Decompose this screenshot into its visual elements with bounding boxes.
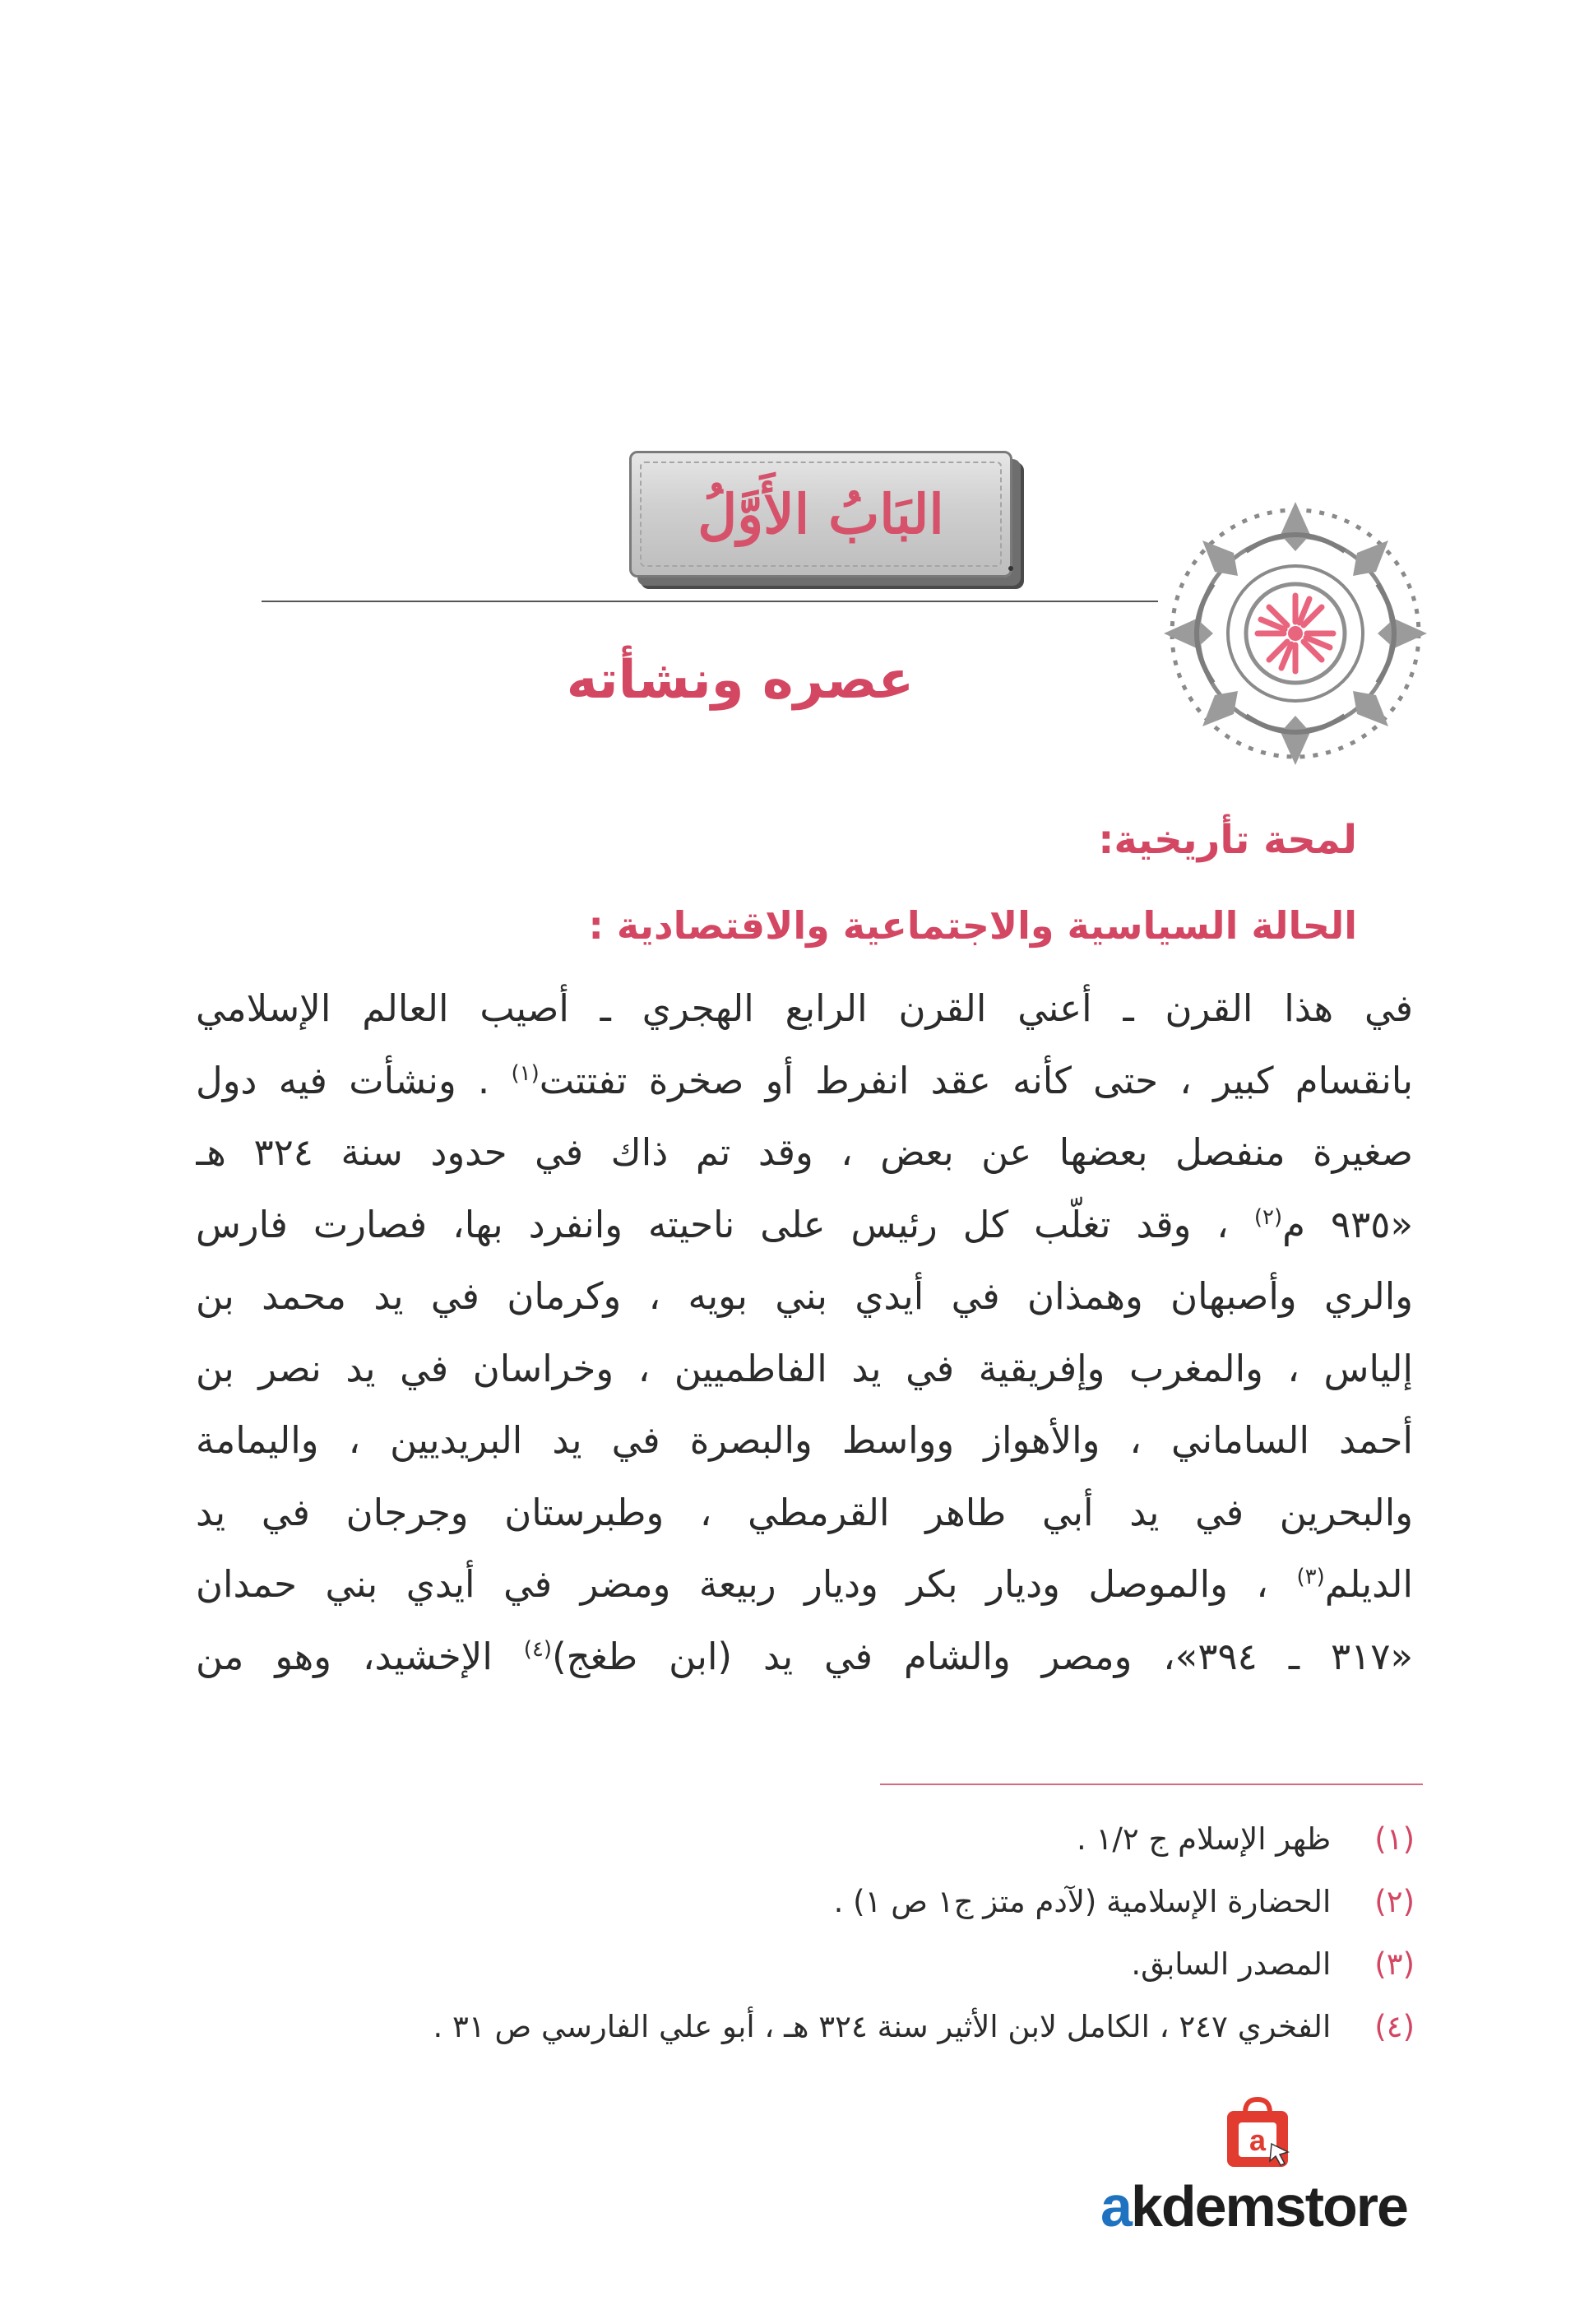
svg-text:a: a [1248,2123,1267,2157]
footnote-item [247,1996,1415,2058]
chapter-banner [629,451,1012,578]
shopping-bag-logo-icon [1222,2094,1293,2170]
footnote-item [247,1933,1415,1996]
footnotes [247,1808,1415,2058]
footnote-ref: (٣) [1296,1565,1325,1589]
body-line: «٩٣٥ م$^{(٢)}$ ، وقد تغلّب كل رئيس على ناحيته وانفرد بها، فصارت فارس [196,1202,1413,1246]
footnote-number: (٤) [1374,2009,1415,2044]
body-line: أحمد الساماني ، والأهواز وواسط والبصرة في يد البريديين ، واليمامة [196,1418,1413,1462]
footnote-text: الفخري ٢٤٧ ، الكامل لابن الأثير سنة ٣٢٤ هـ ، أبو علي الفارسي ص ٣١ . [433,2009,1332,2044]
body-line: صغيرة منفصل بعضها عن بعض ، وقد تم ذاك في حدود سنة ٣٢٤ هـ [196,1130,1413,1174]
footnote-number: (٣) [1374,1946,1415,1982]
title-divider [262,601,1158,602]
footnote-number: (٢) [1374,1884,1415,1919]
chapter-title: عصره ونشأته [566,650,915,711]
body-line: الديلم$^{(٣)}$ ، والموصل وديار بكر وديار ربيعة ومضر في أيدي بني حمدان [196,1562,1413,1606]
banner-dot [1008,566,1013,571]
footnote-item [247,1808,1415,1871]
footnote-text: ظهر الإسلام ج ١/٢ . [1077,1821,1332,1857]
body-line: إلياس ، والمغرب وإفريقية في يد الفاطميين ، وخراسان في يد نصر بن [196,1346,1413,1390]
floral-ornament-icon [1156,494,1435,773]
footnote-number: (١) [1374,1821,1415,1857]
section-subheading: الحالة السياسية والاجتماعية والاقتصادية : [588,903,1357,948]
body-line: في هذا القرن ـ أعني القرن الرابع الهجري ـ أصيب العالم الإسلامي [196,986,1413,1030]
footnote-ref: (٢) [1253,1204,1283,1230]
footnote-item [247,1871,1415,1933]
footnote-ref: (١) [511,1060,540,1086]
footnote-text: المصدر السابق. [1131,1946,1332,1982]
section-heading: لمحة تأريخية: [1098,817,1357,863]
chapter-banner-label: البَابُ الأَوَّلُ [697,482,944,546]
body-line: والري وأصبهان وهمذان في أيدي بني بويه ، وكرمان في يد محمد بن [196,1274,1413,1318]
footnote-ref: (٤) [523,1636,553,1662]
footnote-divider [880,1784,1423,1785]
store-watermark-logo: akdemstore [1100,2174,1407,2238]
body-line: والبحرين في يد أبي طاهر القرمطي ، وطبرستان وجرجان في يد [196,1490,1413,1534]
body-line: بانقسام كبير ، حتى كأنه عقد انفرط أو صخرة تفتتت$^{(١)}$ . ونشأت فيه دول [196,1058,1413,1102]
footnote-text: الحضارة الإسلامية (لآدم متز ج١ ص ١) . [833,1884,1332,1919]
body-line: «٣١٧ ـ ٣٩٤»، ومصر والشام في يد (ابن طغج)$^{(٤)}$ الإخشيد، وهو من [196,1634,1413,1678]
body-paragraph [196,972,1413,1692]
